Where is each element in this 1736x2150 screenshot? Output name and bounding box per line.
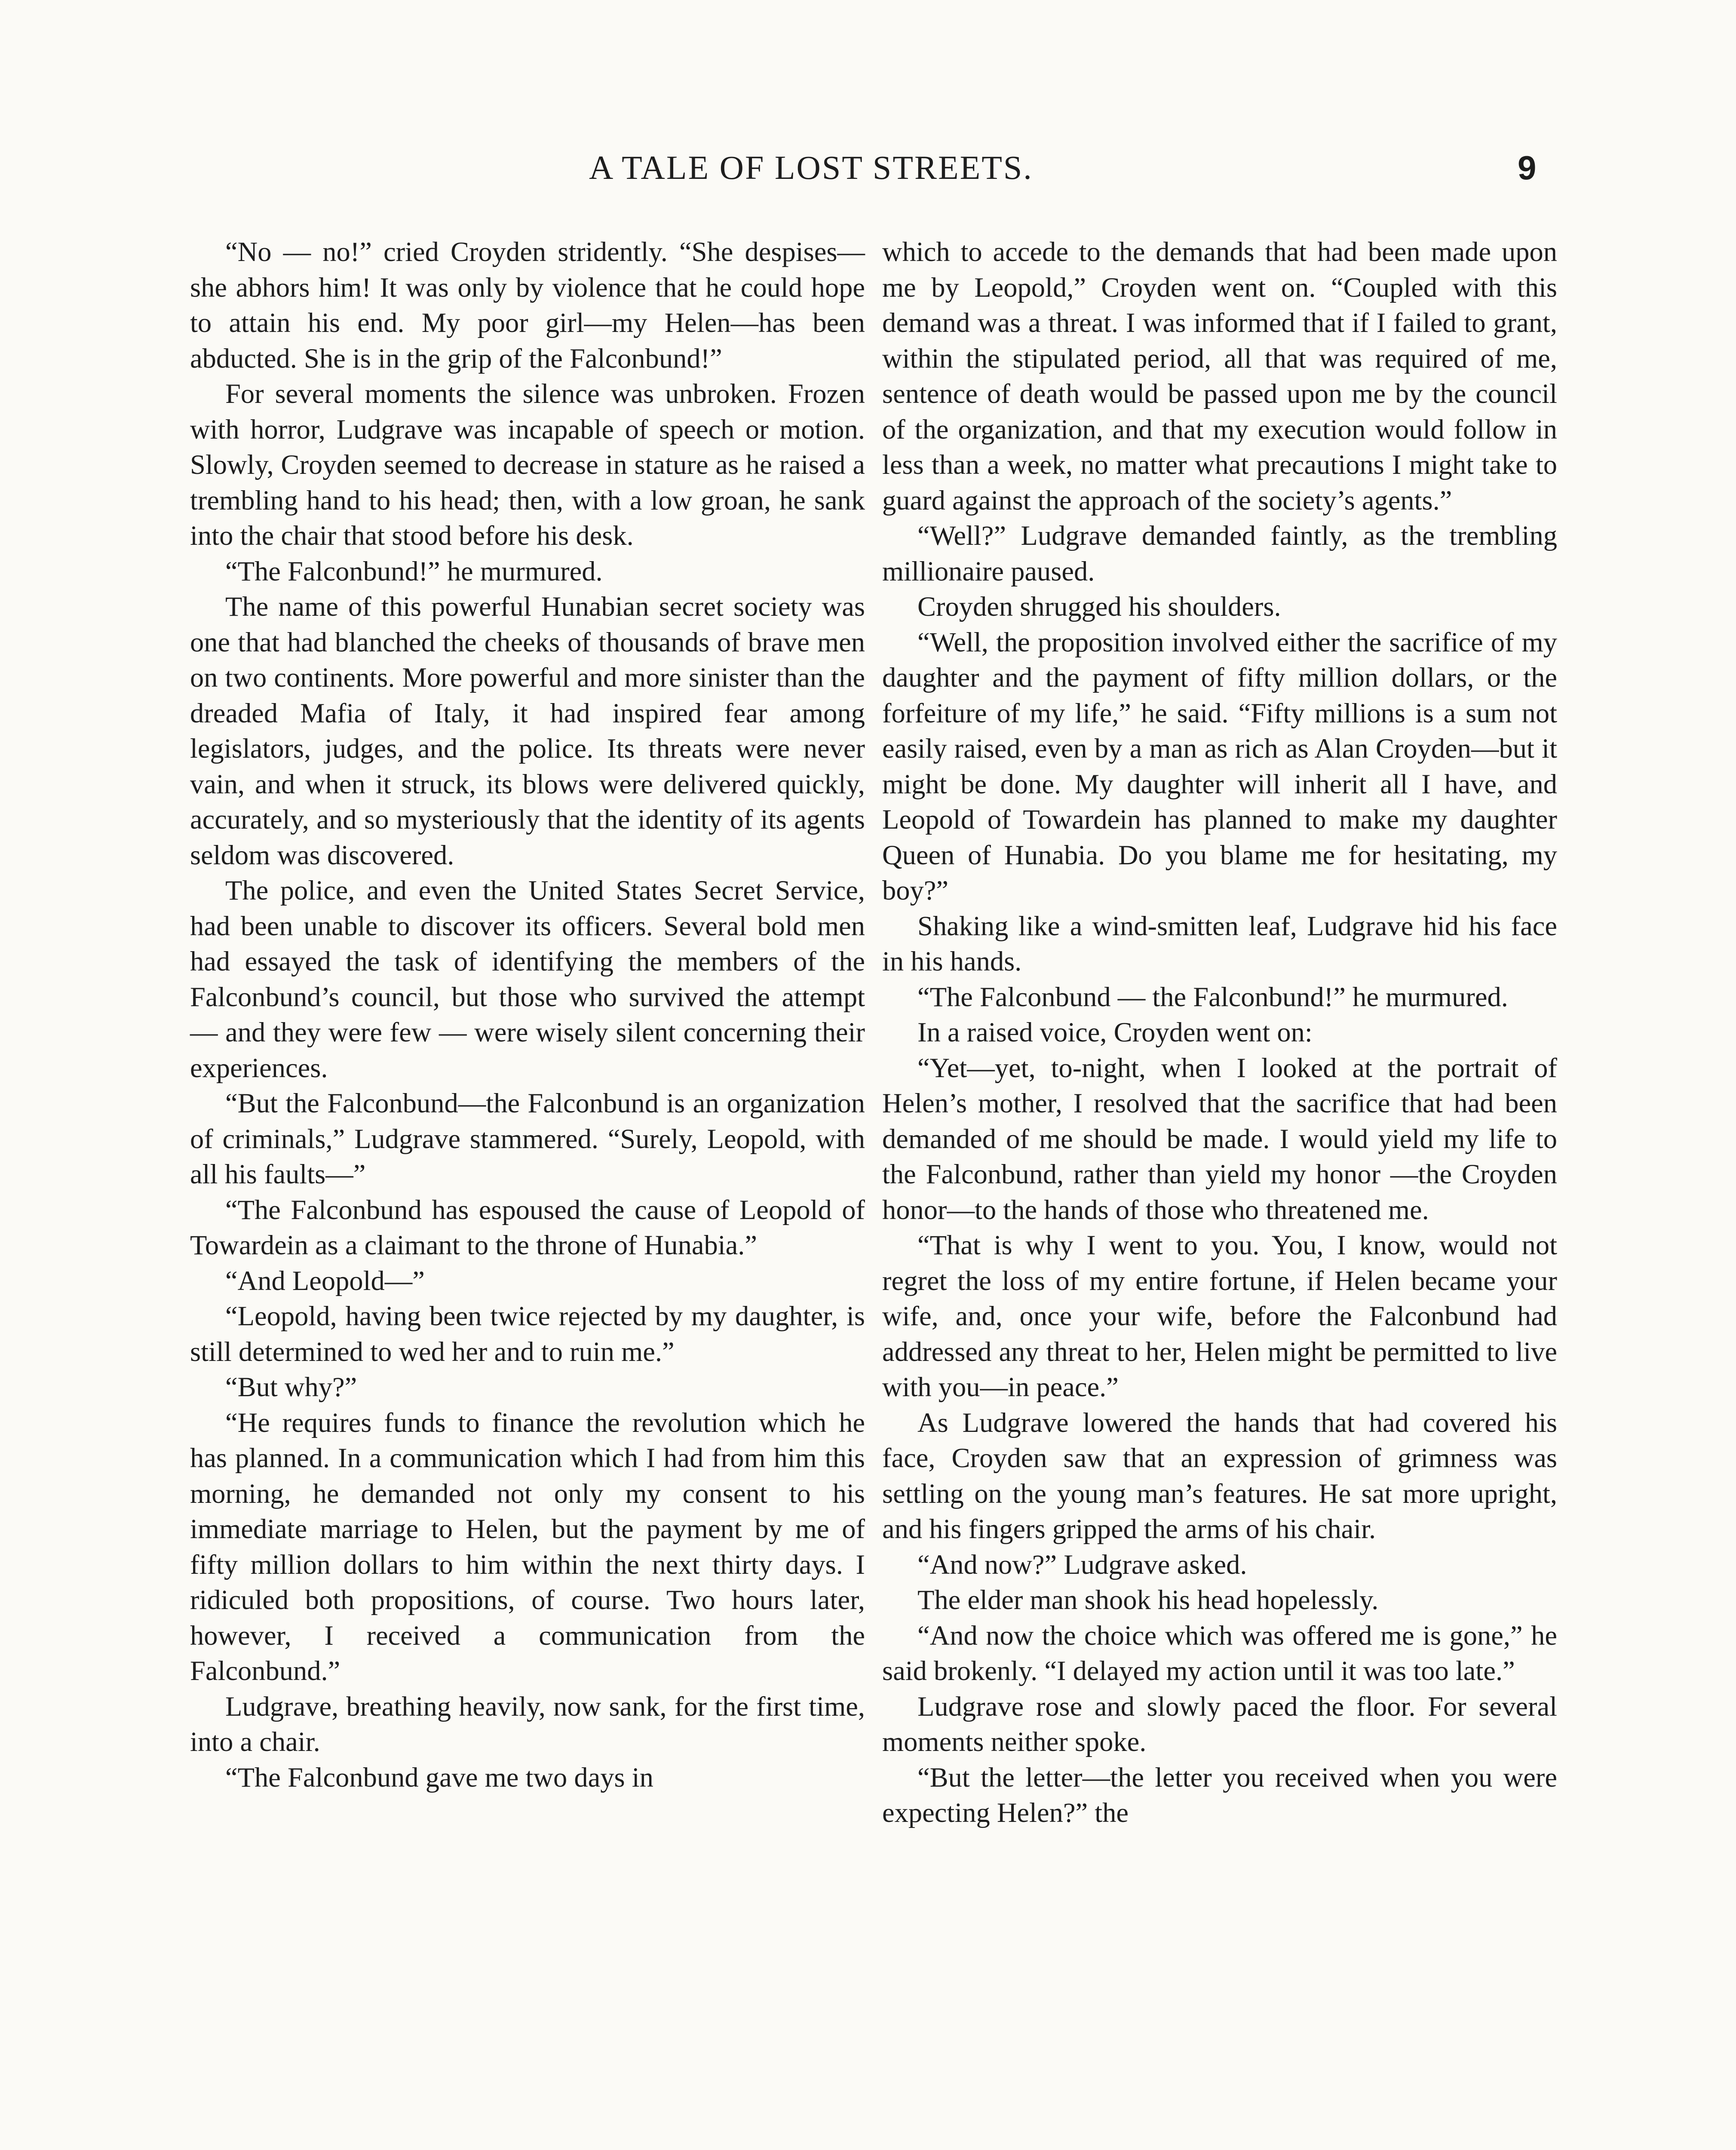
paragraph: Shaking like a wind-smitten leaf, Ludgrave hid his face in his hands.: [882, 910, 1557, 977]
paragraph: “The Falconbund has espoused the cause of Leopold of Towardein as a claimant to the throne of Hunabia.”: [190, 1194, 865, 1260]
paragraph: “And now the choice which was offered me is gone,” he said brokenly. “I delayed my action until it was too late.”: [882, 1620, 1557, 1686]
paragraph: “Yet—yet, to-night, when I looked at the portrait of Helen’s mother, I resolved that the sacrifice that had been demanded of me should be made. I would yield my life to the Falconbund, rather than yield my honor —the Croyden honor—to the hands of those who threatened me.: [882, 1052, 1557, 1225]
paragraph: “The Falconbund — the Falconbund!” he murmured.: [917, 981, 1508, 1012]
paragraph: “Leopold, having been twice rejected by my daughter, is still determined to wed her and to ruin me.”: [190, 1301, 865, 1367]
paragraph: “That is why I went to you. You, I know, would not regret the loss of my entire fortune, if Helen became your wife, and, once your wife, before the Falconbund had addressed any threat to her, Helen might be permitted to live with you—in peace.”: [882, 1230, 1557, 1402]
paragraph: “And Leopold—”: [225, 1265, 425, 1296]
paragraph: “But the letter—the letter you received when you were expecting Helen?” the: [882, 1762, 1557, 1828]
paragraph: “And now?” Ludgrave asked.: [917, 1549, 1247, 1580]
paragraph: In a raised voice, Croyden went on:: [917, 1017, 1313, 1047]
paragraph: As Ludgrave lowered the hands that had covered his face, Croyden saw that an expression of grimness was settling on the young man’s features. He sat more upright, and his fingers gripped the arms of his chair.: [882, 1407, 1557, 1544]
paragraph: “Well, the proposition involved either the sacrifice of my daughter and the payment of fifty million dollars, or the forfeiture of my life,” he said. “Fifty millions is a sum not easily raised, even by a man as rich as Alan Croyden—but it might be done. My daughter will inherit all I have, and Leopold of Towardein has planned to make my daughter Queen of Hunabia. Do you blame me for hesitating, my boy?”: [882, 627, 1557, 906]
paragraph-continued: which to accede to the demands that had been made upon me by Leopold,” Croyden went on. “Coupled with this demand was a threat. I was informed that if I failed to grant, within the stipulated period, all that was required of me, sentence of death would be passed upon me by the council of the organization, and that my execution would follow in less than a week, no matter what precautions I might take to guard against the approach of the society’s agents.”: [882, 236, 1557, 516]
paragraph: The police, and even the United States Secret Service, had been unable to discover its officers. Several bold men had essayed the task of identifying the members of the Falconbund’s council, but those who survived the attempt — and they were few — were wisely silent concerning their experiences.: [190, 875, 865, 1083]
paragraph: “He requires funds to finance the revolution which he has planned. In a communication which I had from him this morning, he demanded not only my consent to his immediate marriage to Helen, but the payment by me of fifty million dollars to him within the next thirty days. I ridiculed both propositions, of course. Two hours later, however, I received a communication from the Falconbund.”: [190, 1407, 865, 1686]
running-head: [0, 148, 1736, 200]
paragraph: Ludgrave rose and slowly paced the floor. For several moments neither spoke.: [882, 1691, 1557, 1757]
paragraph: Ludgrave, breathing heavily, now sank, for the first time, into a chair.: [190, 1691, 865, 1757]
paragraph: Croyden shrugged his shoulders.: [917, 591, 1281, 622]
paragraph: “The Falconbund!” he murmured.: [225, 556, 603, 587]
running-title: A TALE OF LOST STREETS.: [589, 149, 1033, 186]
paragraph: The elder man shook his head hopelessly.: [917, 1585, 1379, 1615]
paragraph: “No — no!” cried Croyden stridently. “She despises—she abhors him! It was only by violence that he could hope to attain his end. My poor girl—my Helen—has been abducted. She is in the grip of the Falconbund!”: [190, 236, 865, 374]
paragraph: “The Falconbund gave me two days in: [225, 1762, 653, 1793]
paragraph: “But the Falconbund—the Falconbund is an organization of criminals,” Ludgrave stammered. “Surely, Leopold, with all his faults—”: [190, 1088, 865, 1189]
paragraph: “But why?”: [225, 1372, 357, 1402]
paragraph: For several moments the silence was unbroken. Frozen with horror, Ludgrave was incapable of speech or motion. Slowly, Croyden seemed to decrease in stature as he raised a trembling hand to his head; then, with a low groan, he sank into the chair that stood before his desk.: [190, 378, 865, 551]
text-column-left: [190, 234, 865, 1795]
text-column-right: [882, 234, 1557, 1831]
paragraph: The name of this powerful Hunabian secret society was one that had blanched the cheeks of thousands of brave men on two continents. More powerful and more sinister than the dreaded Mafia of Italy, it had inspired fear among legislators, judges, and the police. Its threats were never vain, and when it struck, its blows were delivered quickly, accurately, and so mysteriously that the identity of its agents seldom was discovered.: [190, 591, 865, 870]
paragraph: “Well?” Ludgrave demanded faintly, as the trembling millionaire paused.: [882, 520, 1557, 587]
page-number: 9: [1518, 149, 1537, 187]
